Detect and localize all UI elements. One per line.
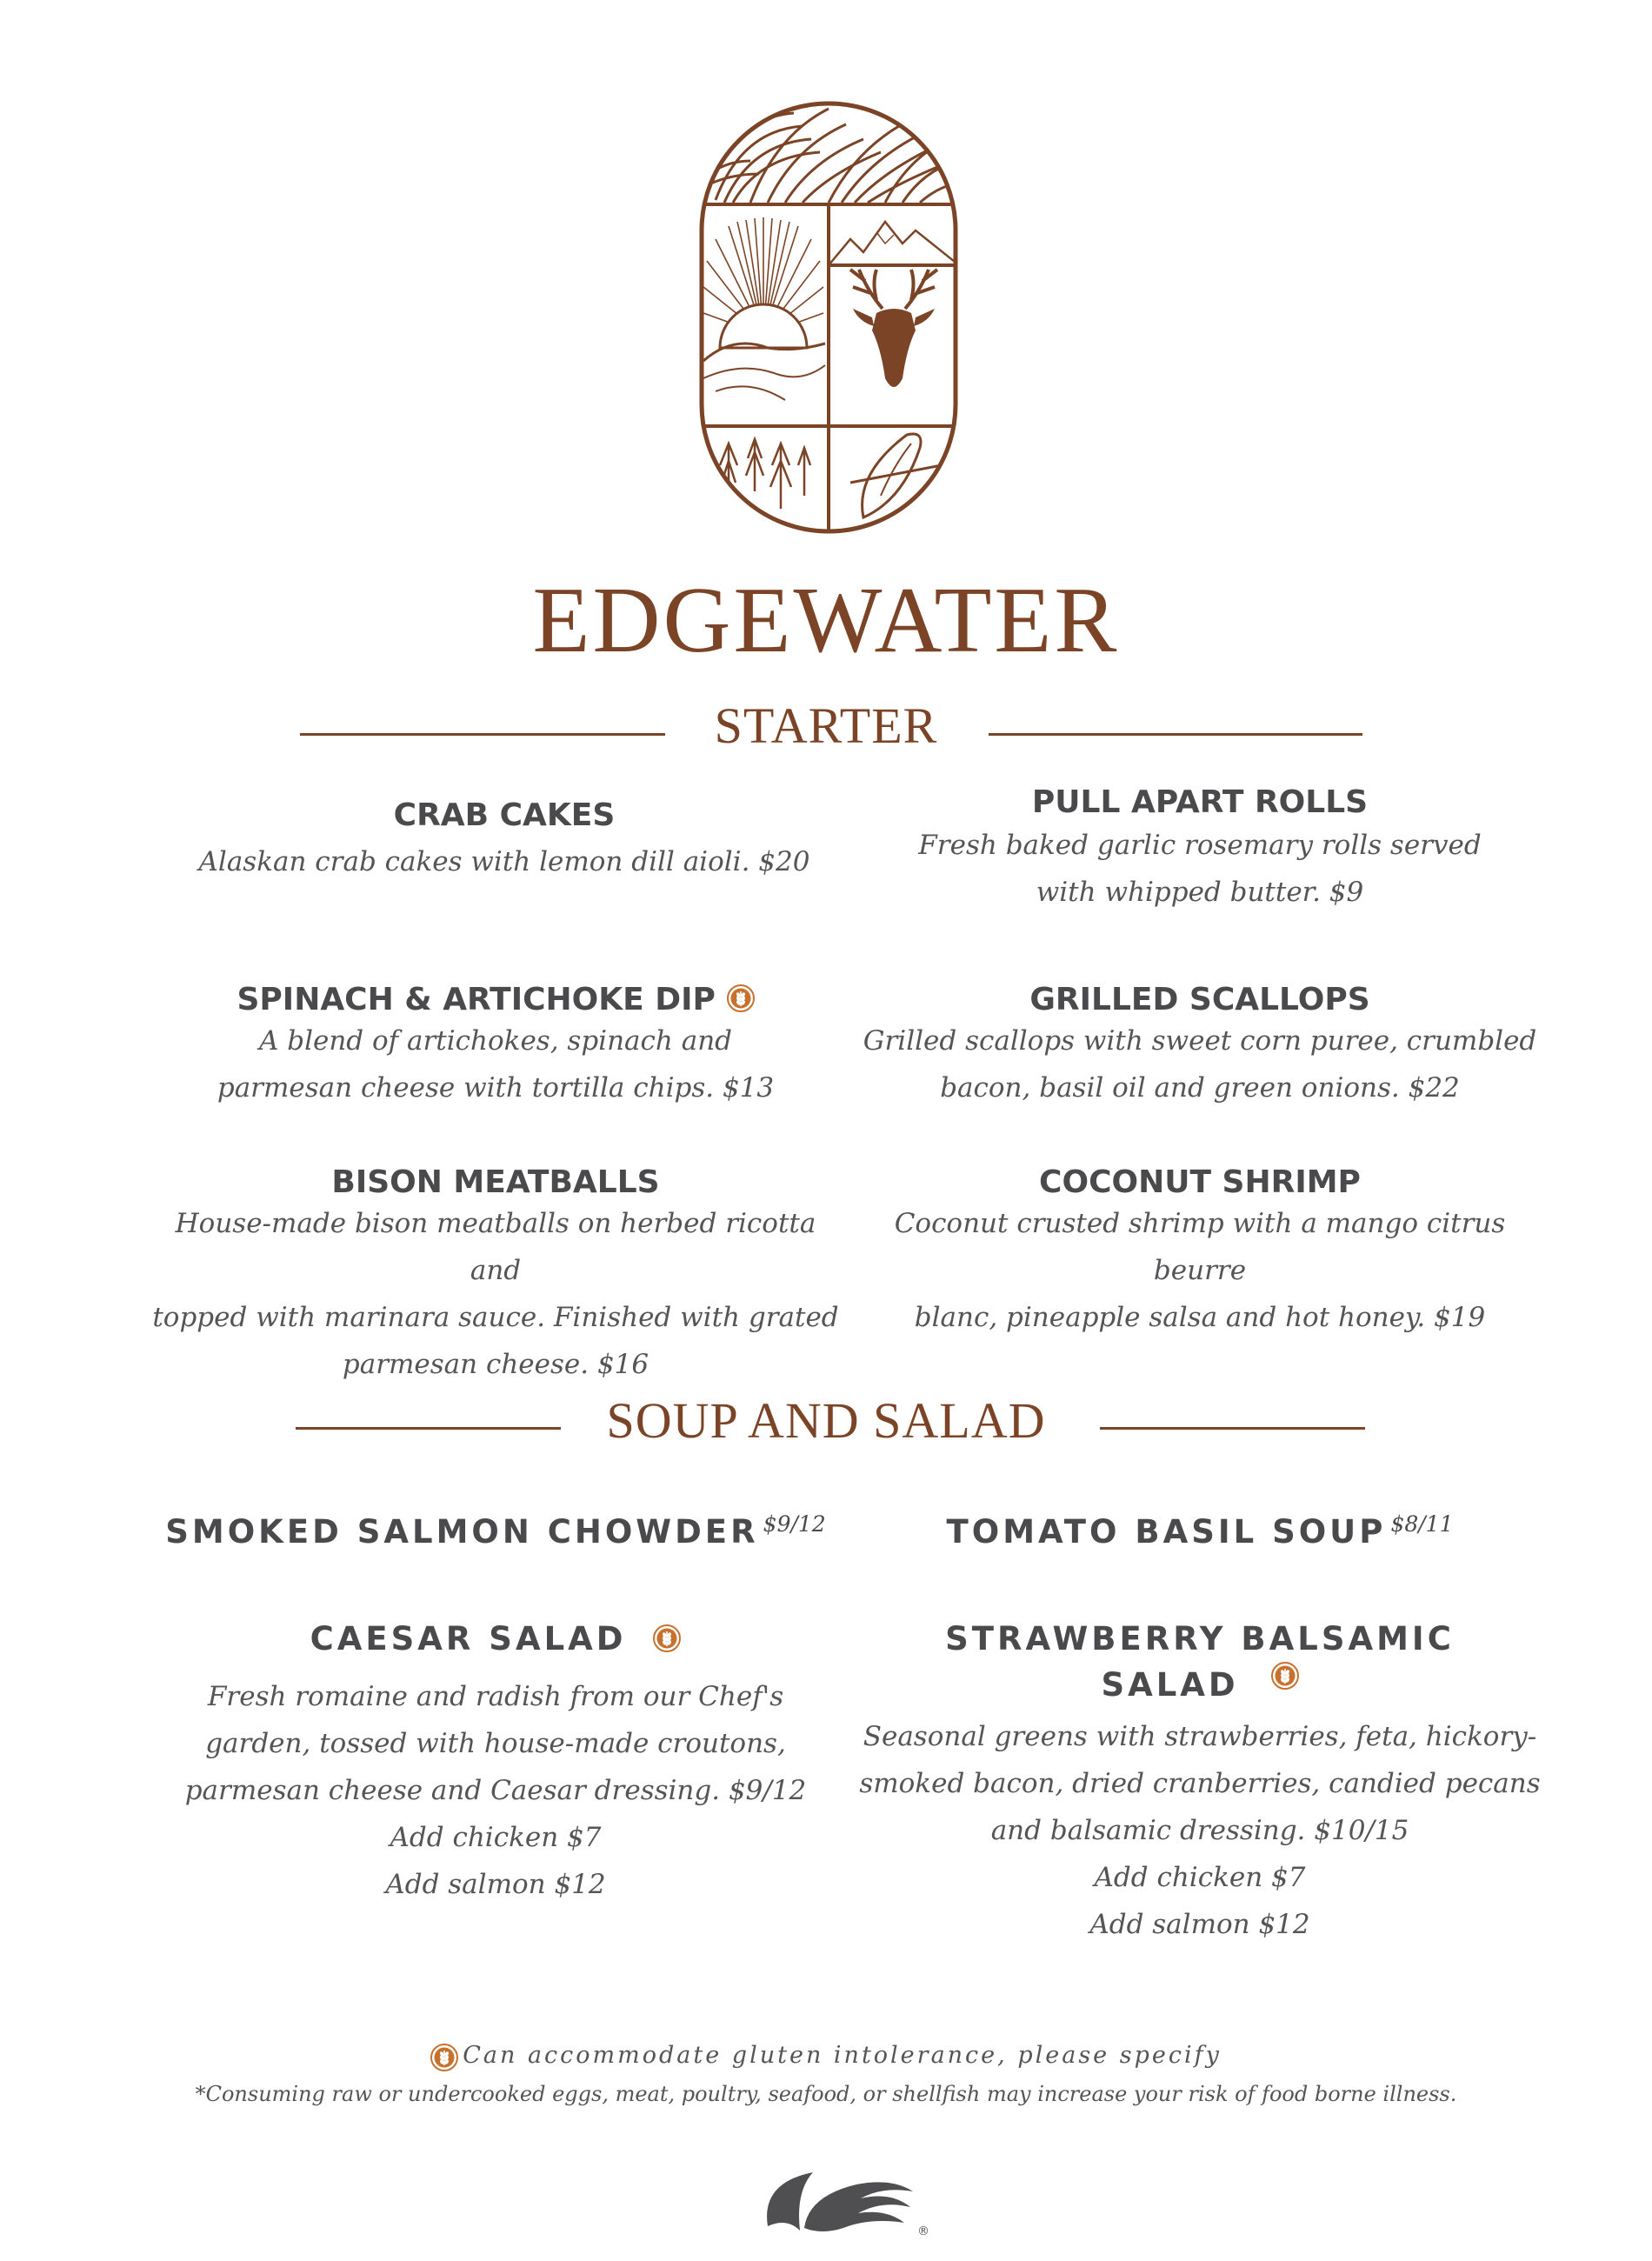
item-name: BISON MEATBALLS [331,1164,660,1200]
item-name-line2: SALAD [1101,1665,1239,1704]
gluten-note-text: Can accommodate gluten intolerance, please specify [463,2042,1222,2069]
item-name: SMOKED SALMON CHOWDER [165,1513,759,1551]
gluten-note [0,2042,1652,2073]
item-name: STRAWBERRY BALSAMIC [945,1620,1455,1657]
divider-left [296,1427,561,1430]
menu-item-smoked-salmon-chowder [148,1511,843,1551]
wave-logo-icon [761,2165,935,2244]
item-description: Fresh baked garlic rosemary rolls served with whipped butter. $9 [918,829,1482,908]
item-name: TOMATO BASIL SOUP [946,1513,1387,1551]
menu-item-spinach-artichoke-dip [148,983,843,1111]
item-description: A blend of artichokes, spinach and parmesan cheese with tortilla chips. $13 [216,1024,775,1104]
item-name: CRAB CAKES [393,797,616,833]
item-name: PULL APART ROLLS [1031,784,1369,820]
menu-item-tomato-basil-soup [852,1511,1548,1551]
menu-item-pull-apart-rolls [852,785,1548,916]
menu-item-bison-meatballs [148,1165,843,1388]
wheat-icon [430,2044,458,2071]
menu-item-strawberry-balsamic-salad [852,1622,1548,1948]
emblem-icon [698,100,959,535]
wheat-icon [653,1624,681,1652]
item-description: Seasonal greens with strawberries, feta, hickory- smoked bacon, dried cranberries, candied pecans and balsamic dressing. $10/15 Add chicken $7 Add salmon $12 [859,1721,1541,1941]
item-description: Fresh romaine and radish from our Chef's garden, tossed with house-made croutons, parmesan cheese and Caesar dressing. $9/12 Add chicken $7 Add salmon $12 [184,1680,807,1900]
item-description: House-made bison meatballs on herbed ricotta and topped with marinara sauce. Finished with grated parmesan cheese. $16 [152,1207,839,1380]
section-title-starter: STARTER [714,697,938,754]
item-name: COCONUT SHRIMP [1039,1164,1361,1200]
section-title-soup-salad: SOUP AND SALAD [606,1392,1046,1449]
item-description: Coconut crusted shrimp with a mango citrus beurre blanc, pineapple salsa and hot honey. $19 [894,1207,1506,1333]
registered-mark: ® [917,2224,929,2238]
menu-item-caesar-salad [148,1622,843,1908]
divider-left [300,733,665,736]
item-price: $9/12 [763,1511,826,1537]
divider-right [989,733,1362,736]
item-name: SPINACH & ARTICHOKE DIP [236,982,716,1017]
wheat-icon [1271,1662,1299,1690]
divider-right [1100,1427,1365,1430]
raw-food-warning: *Consuming raw or undercooked eggs, meat, poultry, seafood, or shellfish may increase your risk of food borne illness. [195,2082,1457,2106]
brand-title: EDGEWATER [532,569,1120,672]
wheat-icon [727,984,755,1012]
item-name: GRILLED SCALLOPS [1029,982,1370,1017]
item-description: Alaskan crab cakes with lemon dill aioli. $20 [198,845,810,877]
item-description: Grilled scallops with sweet corn puree, crumbled bacon, basil oil and green onions. $22 [863,1024,1537,1104]
item-name: CAESAR SALAD [310,1620,627,1657]
menu-item-coconut-shrimp [852,1165,1548,1341]
menu-item-crab-cakes [148,798,861,885]
menu-item-grilled-scallops [852,983,1548,1111]
item-price: $8/11 [1390,1511,1454,1537]
